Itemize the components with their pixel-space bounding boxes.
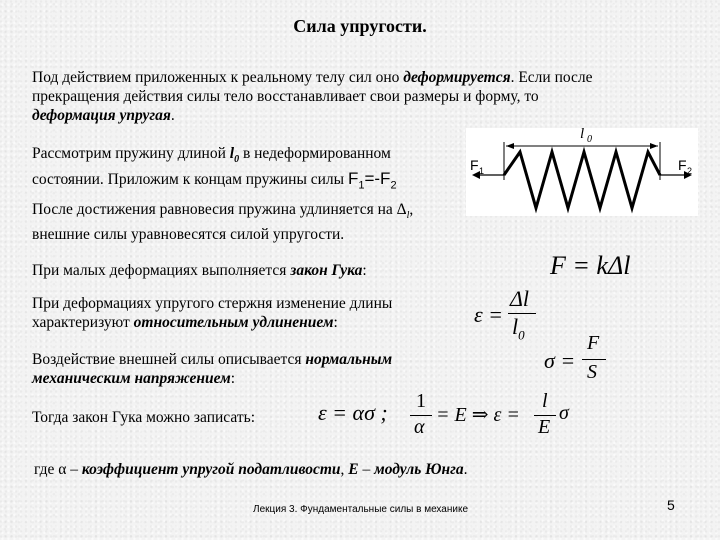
stress-formula: σ = F S [544, 332, 614, 388]
spring-figure [462, 120, 702, 220]
hooke-formula: F = kΔl [550, 251, 631, 280]
page-title: Сила упругости. [293, 16, 427, 36]
strain-paragraph: При деформациях упругого стержня изменение длины характеризуют относительным удлинением: [32, 295, 393, 331]
hooke2-formula-1: ε = ασ ; [318, 400, 388, 425]
force-left-label: F [470, 157, 479, 173]
definition-line: где α – коэффициент упругой податливости, E – модуль Юнга. [34, 461, 468, 478]
hooke2-text: Тогда закон Гука можно записать: [32, 409, 256, 426]
strain-formula: ε = Δl $l_0$ [474, 286, 544, 342]
equilibrium-paragraph: После достижения равновесия пружина удлиняется на $\Delta_l$, внешние силы уравновесятся силой упругости. [32, 201, 414, 244]
force-right-label: F [678, 157, 687, 173]
stress-fraction-bar [582, 359, 606, 360]
length-label: l [580, 126, 585, 142]
term-relative-elongation: относительным удлинением [133, 314, 334, 331]
term-elastic: деформация упругая [32, 107, 171, 124]
force-left-sub: 1 [479, 166, 485, 176]
intro-line-3: деформация упругая. [32, 107, 175, 124]
stress-paragraph: Воздействие внешней силы описывается нормальным механическим напряжением: [32, 351, 393, 387]
hooke2-formula-2: 1 α = E ⇒ ε = l E σ [408, 388, 588, 448]
term-hooke-law: закон Гука [290, 262, 363, 279]
intro-line-2: прекращения действия силы тело восстанавливает свои размеры и форму, то [32, 88, 539, 105]
length-label-sub: 0 [587, 134, 592, 145]
footer-caption: Лекция 3. Фундаментальные силы в механике [253, 504, 469, 515]
hooke-paragraph: При малых деформациях выполняется закон Гука: [32, 262, 367, 279]
spring-paragraph: Рассмотрим пружину длиной $l_0$ в недеформированном состоянии. Приложим к концам пружины силы $F_1=-F_2$ [32, 145, 397, 192]
intro-paragraph [32, 68, 692, 125]
term-deforms: деформируется [403, 69, 511, 86]
intro-line-1: Под действием приложенных к реальному телу сил оно деформируется. Если после [32, 69, 593, 86]
force-right-sub: 2 [687, 166, 693, 176]
page-number: 5 [667, 497, 675, 513]
